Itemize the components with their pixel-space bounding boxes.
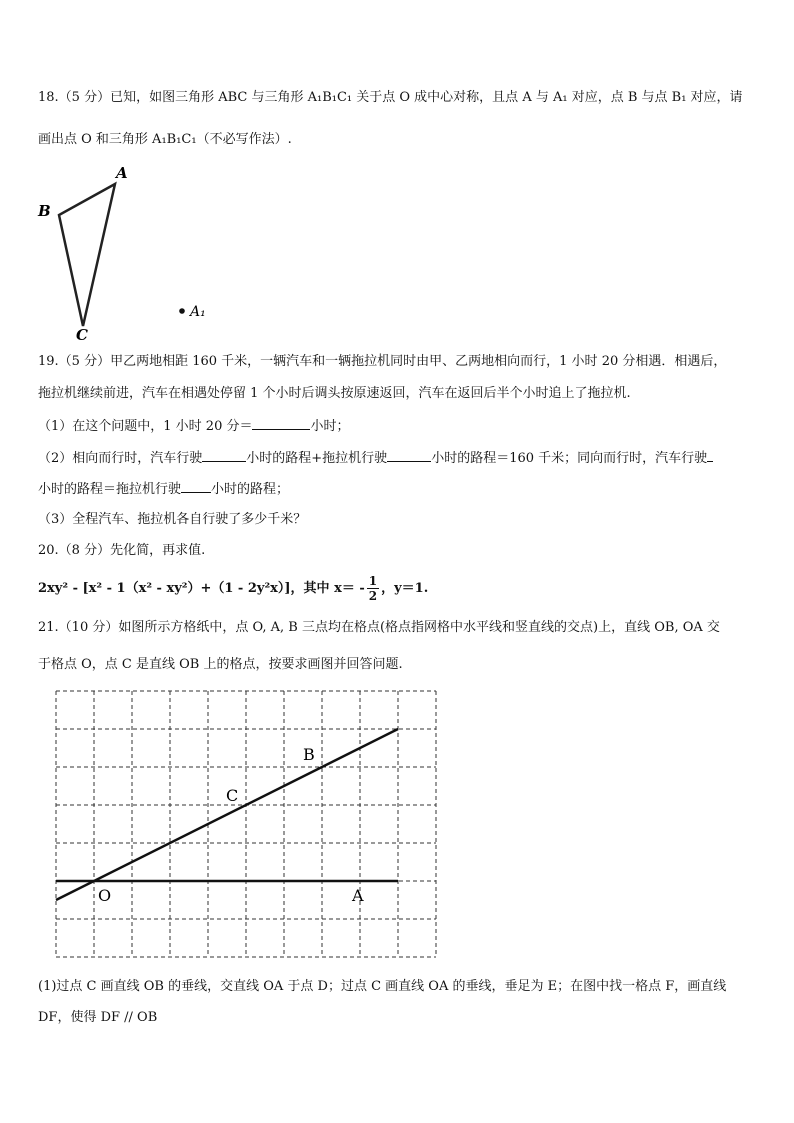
label-a: A xyxy=(116,164,128,182)
label-c: C xyxy=(76,326,88,344)
grid-figure xyxy=(50,685,445,965)
answer-blank-4[interactable] xyxy=(707,447,713,462)
grid-label-c: C xyxy=(226,786,239,805)
q19-part2: （2）相向而行时，汽车行驶 小时的路程+拖拉机行驶 小时的路程＝160 千米；同向而行时，汽车行驶 xyxy=(38,447,713,469)
q19-part1: （1）在这个问题中，1 小时 20 分＝ 小时； xyxy=(38,415,350,437)
q19-line2: 拖拉机继续前进，汽车在相遇处停留 1 个小时后调头按原速返回，汽车在返回后半个小时追上了拖拉机. xyxy=(38,386,631,401)
answer-blank-1[interactable] xyxy=(252,415,310,430)
answer-blank-2[interactable] xyxy=(202,447,246,462)
q19-part2-cont: 小时的路程＝拖拉机行驶 小时的路程； xyxy=(38,478,289,500)
q21-sub1-line2: DF，使得 DF // OB xyxy=(38,1010,158,1025)
q19-part3: （3）全程汽车、拖拉机各自行驶了多少千米？ xyxy=(38,512,307,527)
q21-line2: 于格点 O，点 C 是直线 OB 上的格点，按要求画图并回答问题. xyxy=(38,657,403,672)
q18-line2: 画出点 O 和三角形 A₁B₁C₁（不必写作法）. xyxy=(38,132,292,147)
label-b: B xyxy=(38,202,51,220)
answer-blank-5[interactable] xyxy=(181,478,211,493)
triangle-figure xyxy=(30,160,230,345)
fraction-one-half: $\frac{1}{2}$ xyxy=(368,574,378,603)
answer-blank-3[interactable] xyxy=(387,447,431,462)
q18-line1: 18.（5 分）已知，如图三角形 ABC 与三角形 A₁B₁C₁ 关于点 O 成中心对称，且点 A 与 A₁ 对应，点 B 与点 B₁ 对应，请 xyxy=(38,90,743,105)
grid-label-o: O xyxy=(98,886,112,905)
grid-label-b: B xyxy=(303,745,315,764)
label-a1: A₁ xyxy=(190,304,206,320)
q21-line1: 21.（10 分）如图所示方格纸中，点 O, A, B 三点均在格点(格点指网格中水平线和竖直线的交点)上，直线 OB, OA 交 xyxy=(38,620,720,635)
point-a1 xyxy=(179,308,185,314)
grid-label-a: A xyxy=(352,886,364,905)
q20-line1: 20.（8 分）先化简，再求值. xyxy=(38,543,206,558)
q21-sub1-line1: (1)过点 C 画直线 OB 的垂线，交直线 OA 于点 D；过点 C 画直线 OA 的垂线，垂足为 E；在图中找一格点 F，画直线 xyxy=(38,979,727,994)
q19-line1: 19.（5 分）甲乙两地相距 160 千米，一辆汽车和一辆拖拉机同时由甲、乙两地相向而行，1 小时 20 分相遇．相遇后， xyxy=(38,354,727,369)
line-ob xyxy=(56,729,398,900)
q20-expression: 2xy² - [x² - 1（x² - xy²）+（1 - 2y²x）]，其中 x＝ - $\frac{1}{2}$ ，y＝1. xyxy=(38,574,429,603)
